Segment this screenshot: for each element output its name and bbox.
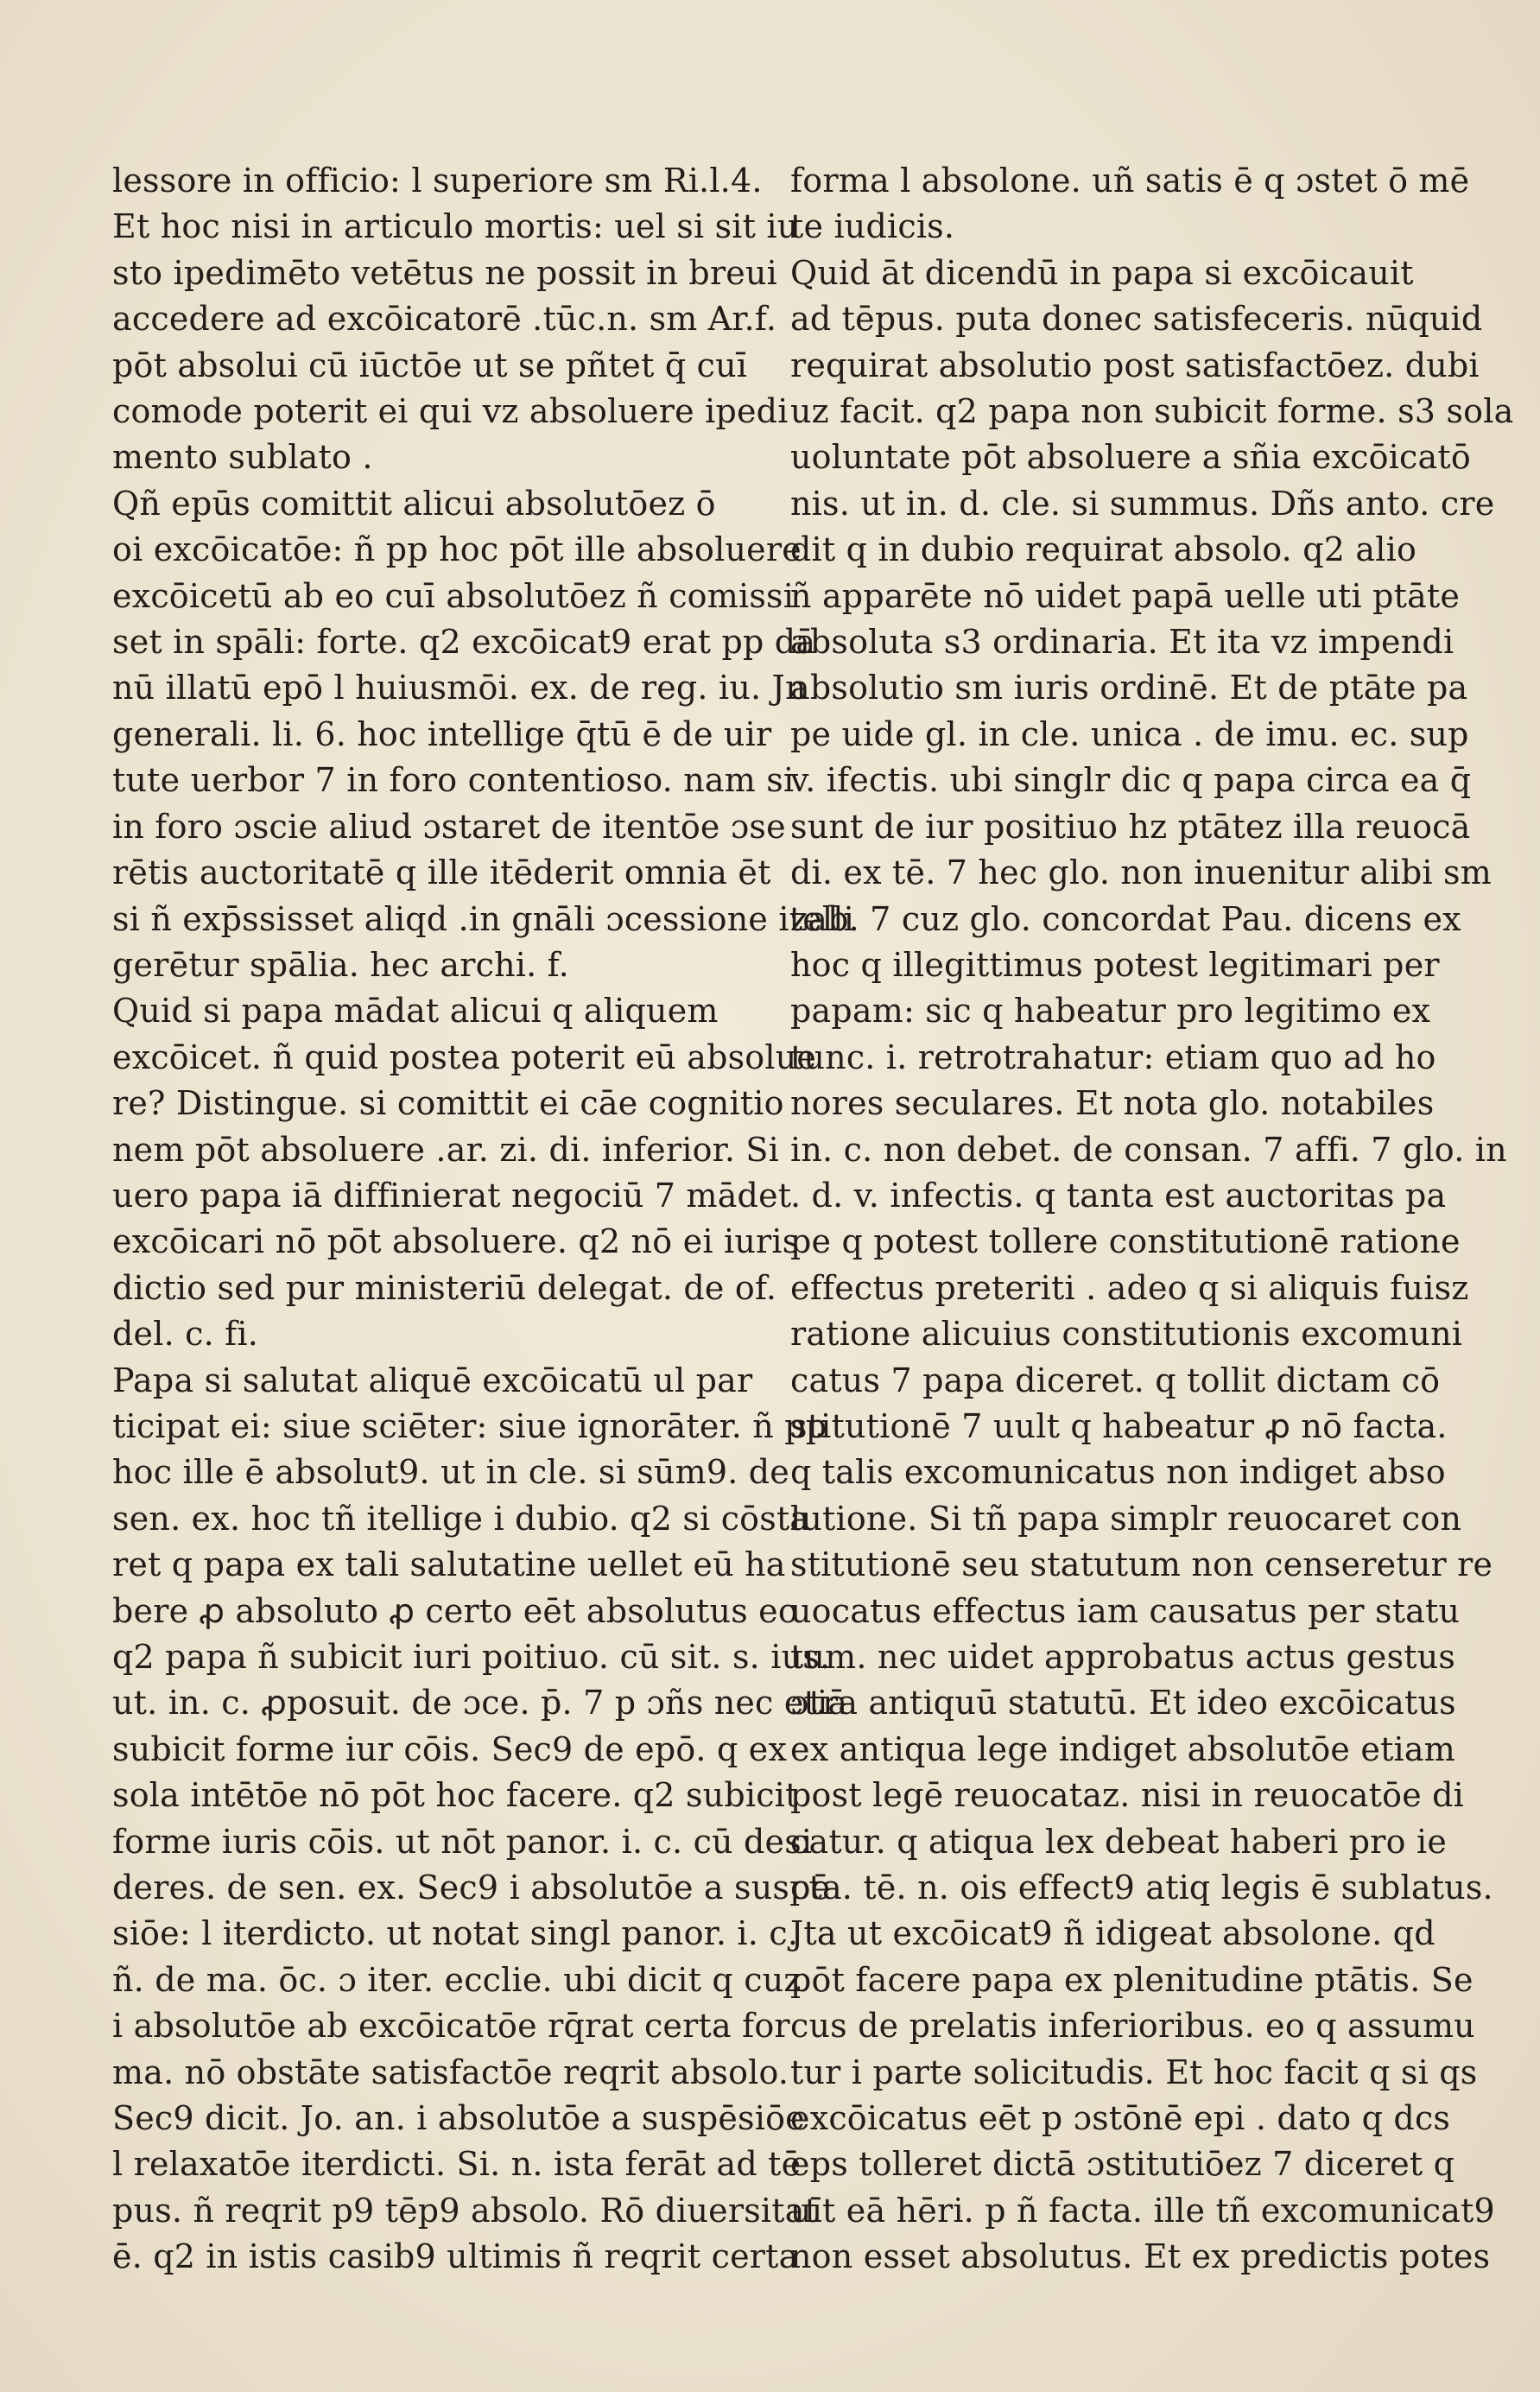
text-line: hoc ille ē absolut9. ut in cle. si sūm9. de [112,1453,790,1492]
text-line: post legē reuocataz. nisi in reuocatōe di [790,1776,1465,1815]
text-line: dictio sed pur ministeriū delegat. de of. [112,1268,777,1307]
text-line: papam: sic q habeatur pro legitimo ex [790,992,1431,1031]
text-line: tum. nec uidet approbatus actus gestus [790,1638,1456,1676]
text-line: tute uerbor 7 in foro contentioso. nam si [112,761,795,800]
text-line: excōicetū ab eo cuī absolutōez ñ comissi [112,576,795,615]
text-line: i absolutōe ab excōicatōe rq̄rat certa for [112,2007,790,2046]
text-line: sola intētōe nō pōt hoc facere. q2 subicit [112,1776,799,1815]
left-column [112,158,854,2281]
text-line: ɔtra antiquū statutū. Et ideo excōicatus [790,1684,1456,1723]
text-line: oi excōicatōe: ñ pp hoc pōt ille absoluere [112,530,802,569]
text-line: set in spāli: forte. q2 excōicat9 erat pp dā [112,623,816,662]
text-line: tunc. i. retrotrahatur: etiam quo ad ho [790,1037,1436,1076]
text-line: requirat absolutio post satisfactōez. dubi [790,346,1480,384]
text-line: in. c. non debet. de consan. 7 affi. 7 glo. in [790,1130,1507,1169]
text-line: Et hoc nisi in articulo mortis: uel si sit iu [112,207,799,246]
text-line: ret q papa ex tali salutatine uellet eū ha [112,1545,786,1584]
text-line: sen. ex. hoc tñ itellige i dubio. q2 si cōsta [112,1499,810,1538]
text-line: re? Distingue. si comittit ei cāe cognitio [112,1084,784,1123]
text-line: forme iuris cōis. ut nōt panor. i. c. cū desi [112,1822,813,1861]
text-line: uocatus effectus iam causatus per statu [790,1591,1461,1630]
text-line: sto ipedimēto vetētus ne possit in breui [112,253,778,292]
text-line: ut. in. c. ꝓposuit. de ɔce. p̄. 7 p ɔñs nec etiā [112,1684,848,1723]
text-line: ticipat ei: siue sciēter: siue ignorāter. ñ pp [112,1406,827,1445]
text-line: uoluntate pōt absoluere a sñia excōicatō [790,438,1471,477]
text-line: di. ex tē. 7 hec glo. non inuenitur alibi sm [790,853,1492,892]
text-line: uīt eā hēri. p ñ facta. ille tñ excomunicat9 [790,2191,1495,2230]
text-line: mento sublato . [112,438,373,477]
text-line: bere ꝓ absoluto ꝓ certo eēt absolutus eo [112,1591,798,1630]
text-line: Quid āt dicendū in papa si excōicauit [790,253,1414,292]
text-line: pōt facere papa ex plenitudine ptātis. Se [790,1960,1473,1999]
text-line: lutione. Si tñ papa simplr reuocaret con [790,1499,1462,1538]
text-line: nū illatū epō l huiusmōi. ex. de reg. iu. Jn [112,669,807,707]
text-line: cta. tē. n. ois effect9 atiq legis ē sublatus. [790,1869,1493,1907]
text-line: uero papa iā diffinierat negociū 7 mādet [112,1176,792,1215]
text-line: catur. q atiqua lex debeat haberi pro ie [790,1822,1448,1861]
text-line: hoc q illegittimus potest legitimari per [790,945,1440,984]
text-line: Jta ut excōicat9 ñ idigeat absolone. qd [790,1914,1435,1953]
text-line: q talis excomunicatus non indiget abso [790,1453,1446,1492]
text-line: excōicet. ñ quid postea poterit eū absolue [112,1037,817,1076]
text-line: pōt absolui cū iūctōe ut se pñtet q̄ cuī [112,346,748,384]
text-line: rētis auctoritatē q ille itēderit omnia ēt [112,853,771,892]
text-line: uz facit. q2 papa non subicit forme. s3 sola [790,392,1514,431]
text-line: sunt de iur positiuo hz ptātez illa reuocā [790,807,1471,846]
text-line: eps tolleret dictā ɔstitutiōez 7 diceret q [790,2145,1455,2184]
text-line: nis. ut in. d. cle. si summus. Dñs anto. cre [790,484,1495,523]
text-line: cus de prelatis inferioribus. eo q assumu [790,2007,1475,2046]
text-line: Papa si salutat aliquē excōicatū ul par [112,1361,753,1399]
text-line: v. ifectis. ubi singlr dic q papa circa ea q̄ [790,761,1472,800]
text-line: nem pōt absoluere .ar. zi. di. inferior. Si [112,1130,779,1169]
text-line: absoluta s3 ordinaria. Et ita vz impendi [790,623,1454,662]
text-line: generali. li. 6. hoc intellige q̄tū ē de uir [112,714,772,753]
text-line: ad tēpus. puta donec satisfeceris. nūquid [790,300,1483,339]
text-line: ñ apparēte nō uidet papā uelle uti ptāte [790,576,1461,615]
text-line: ex antiqua lege indiget absolutōe etiam [790,1729,1455,1768]
text-line: subicit forme iur cōis. Sec9 de epō. q ex [112,1729,788,1768]
text-line: Sec9 dicit. Jo. an. i absolutōe a suspēsiōe [112,2099,805,2138]
text-line: nores seculares. Et nota glo. notabiles [790,1084,1435,1123]
text-line: non esset absolutus. Et ex predictis potes [790,2237,1491,2276]
text-line: pus. ñ reqrit p9 tēp9 absolo. Rō diuersitat [112,2191,819,2230]
text-line: effectus preteriti . adeo q si aliquis fuisz [790,1268,1469,1307]
text-line: lessore in officio: l superiore sm Ri.l.4. [112,162,763,200]
text-line: accedere ad excōicatorē .tūc.n. sm Ar.f. [112,300,777,339]
text-line: excōicari nō pōt absoluere. q2 nō ei iuris [112,1222,800,1261]
text-line: siōe: l iterdicto. ut notat singl panor. i. c. [112,1914,799,1953]
text-line: pe uide gl. in cle. unica . de imu. ec. sup [790,714,1469,753]
text-line: pe q potest tollere constitutionē ratione [790,1222,1461,1261]
text-line: zab. 7 cuz glo. concordat Pau. dicens ex [790,899,1461,938]
text-line: forma l absolone. uñ satis ē q ɔstet ō mē [790,162,1470,200]
text-line: ñ. de ma. ōc. ɔ iter. ecclie. ubi dicit q cuz [112,1960,802,1999]
text-line: in foro ɔscie aliud ɔstaret de itentōe ɔse [112,807,786,846]
text-line: Qñ epūs comittit alicui absolutōez ō [112,484,716,523]
text-line: ma. nō obstāte satisfactōe reqrit absolo. [112,2053,789,2091]
text-line: ē. q2 in istis casib9 ultimis ñ reqrit certa [112,2237,799,2276]
text-line: . d. v. infectis. q tanta est auctoritas pa [790,1176,1447,1215]
text-line: q2 papa ñ subicit iuri poitiuo. cū sit. s. ius. [112,1638,831,1676]
text-line: del. c. fi. [112,1315,259,1354]
right-column [790,158,1514,2281]
text-line: te iudicis. [790,207,955,246]
text-line: excōicatus eēt p ɔstōnē epi . dato q dcs [790,2099,1451,2138]
text-line: deres. de sen. ex. Sec9 i absolutōe a suspē [112,1869,831,1907]
text-line: catus 7 papa diceret. q tollit dictam cō [790,1361,1441,1399]
text-line: l relaxatōe iterdicti. Si. n. ista ferāt ad tē [112,2145,802,2184]
text-line: ratione alicuius constitutionis excomuni [790,1315,1463,1354]
text-line: si ñ exp̄ssisset aliqd .in gnāli ɔcessione itelli [112,899,854,938]
text-line: Quid si papa mādat alicui q aliquem [112,992,719,1031]
text-line: comode poterit ei qui vz absoluere ipedi [112,392,789,431]
text-line: stitutionē 7 uult q habeatur ꝓ nō facta. [790,1406,1448,1445]
text-line: dit q in dubio requirat absolo. q2 alio [790,530,1417,569]
text-line: gerētur spālia. hec archi. f. [112,945,569,984]
text-line: tur i parte solicitudis. Et hoc facit q si qs [790,2053,1478,2091]
text-line: stitutionē seu statutum non censeretur re [790,1545,1493,1584]
text-line: absolutio sm iuris ordinē. Et de ptāte pa [790,669,1468,707]
